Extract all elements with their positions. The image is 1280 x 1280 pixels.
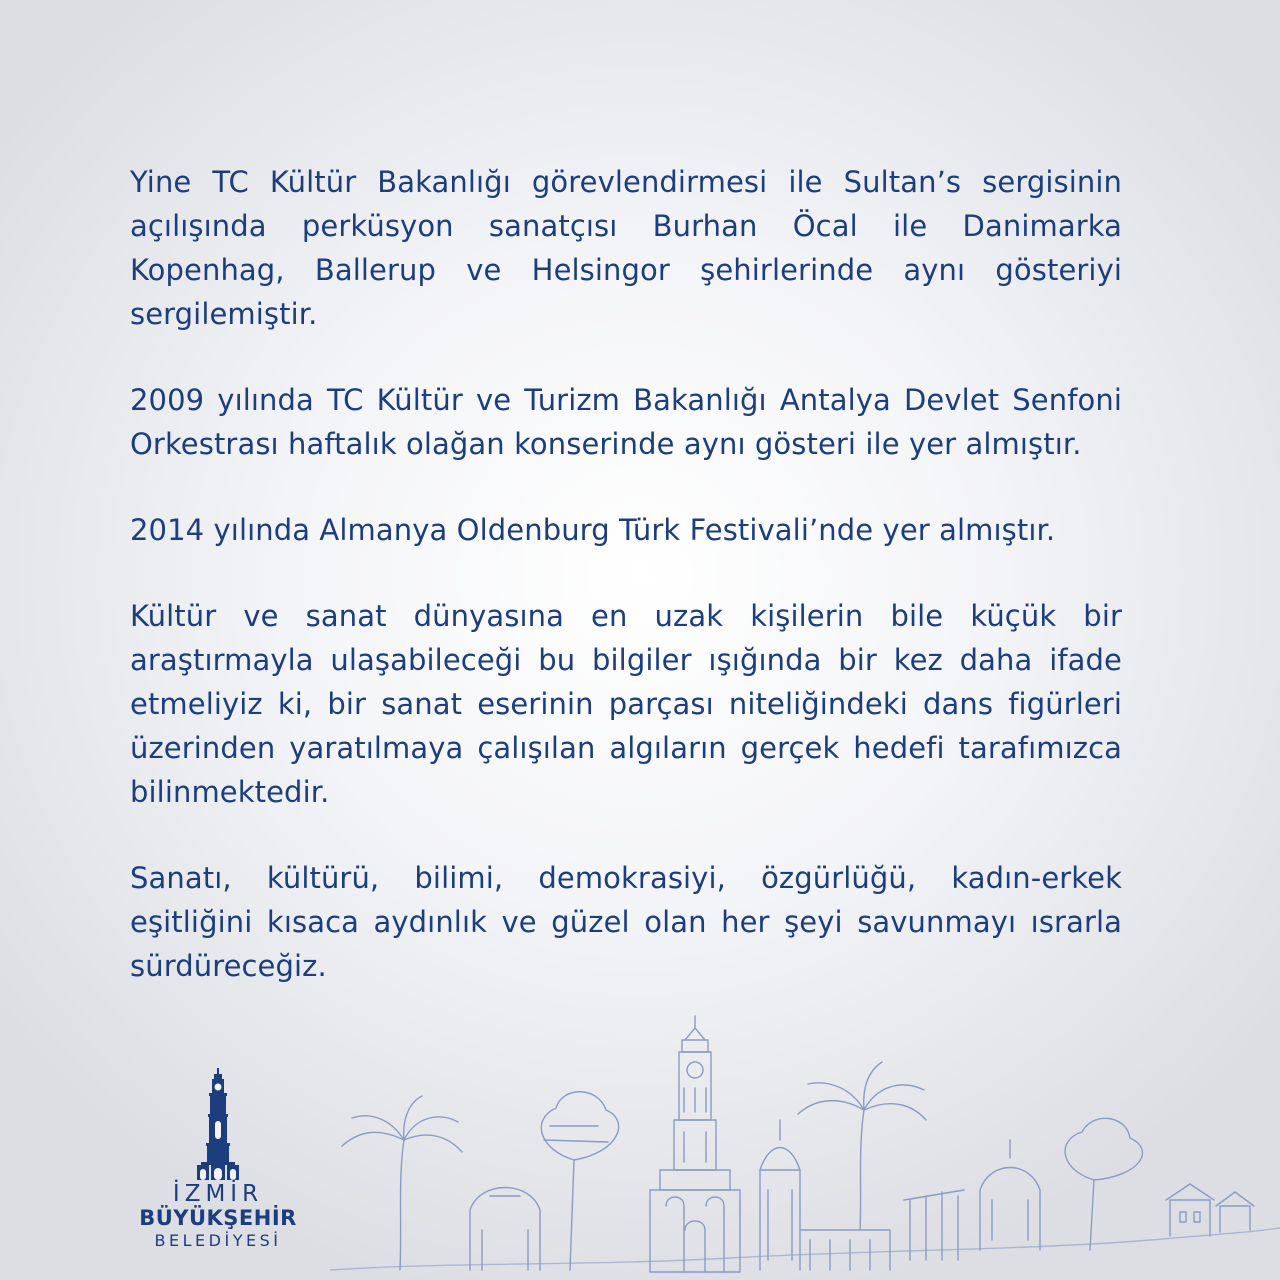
paragraph-4: Kültür ve sanat dünyasına en uzak kişilerin bile küçük bir araştırmayla ulaşabileceği bu bilgiler ışığında bir kez daha ifade etmeliyiz ki, bir sanat eserinin parçası niteliğindeki dans figürleri üzerinden yaratılmaya çalışılan algıların gerçek hedefi tarafımızca bilinmektedir. xyxy=(130,599,1122,809)
logo-line-buyuksehir: BÜYÜKŞEHİR xyxy=(139,1206,297,1230)
statement-text xyxy=(130,160,1122,1030)
clock-tower-icon xyxy=(183,1068,253,1180)
paragraph-5: Sanatı, kültürü, bilimi, demokrasiyi, özgürlüğü, kadın-erkek eşitliğini kısaca aydınlık ve güzel olan her şeyi savunmayı ısrarla sürdüreceğiz. xyxy=(130,861,1122,983)
logo-line-izmir: İZMİR xyxy=(172,1181,264,1207)
paragraph-2: 2009 yılında TC Kültür ve Turizm Bakanlığı Antalya Devlet Senfoni Orkestrası haftalık olağan konserinde aynı gösteri ile yer almıştır. xyxy=(130,383,1122,461)
logo-line-belediyesi: BELEDİYESİ xyxy=(154,1231,282,1250)
paragraph-1: Yine TC Kültür Bakanlığı görevlendirmesi ile Sultan’s sergisinin açılışında perküsyon sanatçısı Burhan Öcal ile Danimarka Kopenhag, Ballerup ve Helsingor şehirlerinde aynı gösteriyi sergilemiştir. xyxy=(130,165,1122,331)
izmir-skyline-illustration xyxy=(330,1000,1280,1280)
paragraph-3: 2014 yılında Almanya Oldenburg Türk Festivali’nde yer almıştır. xyxy=(130,513,1056,547)
izmir-municipality-logo xyxy=(128,1068,308,1258)
